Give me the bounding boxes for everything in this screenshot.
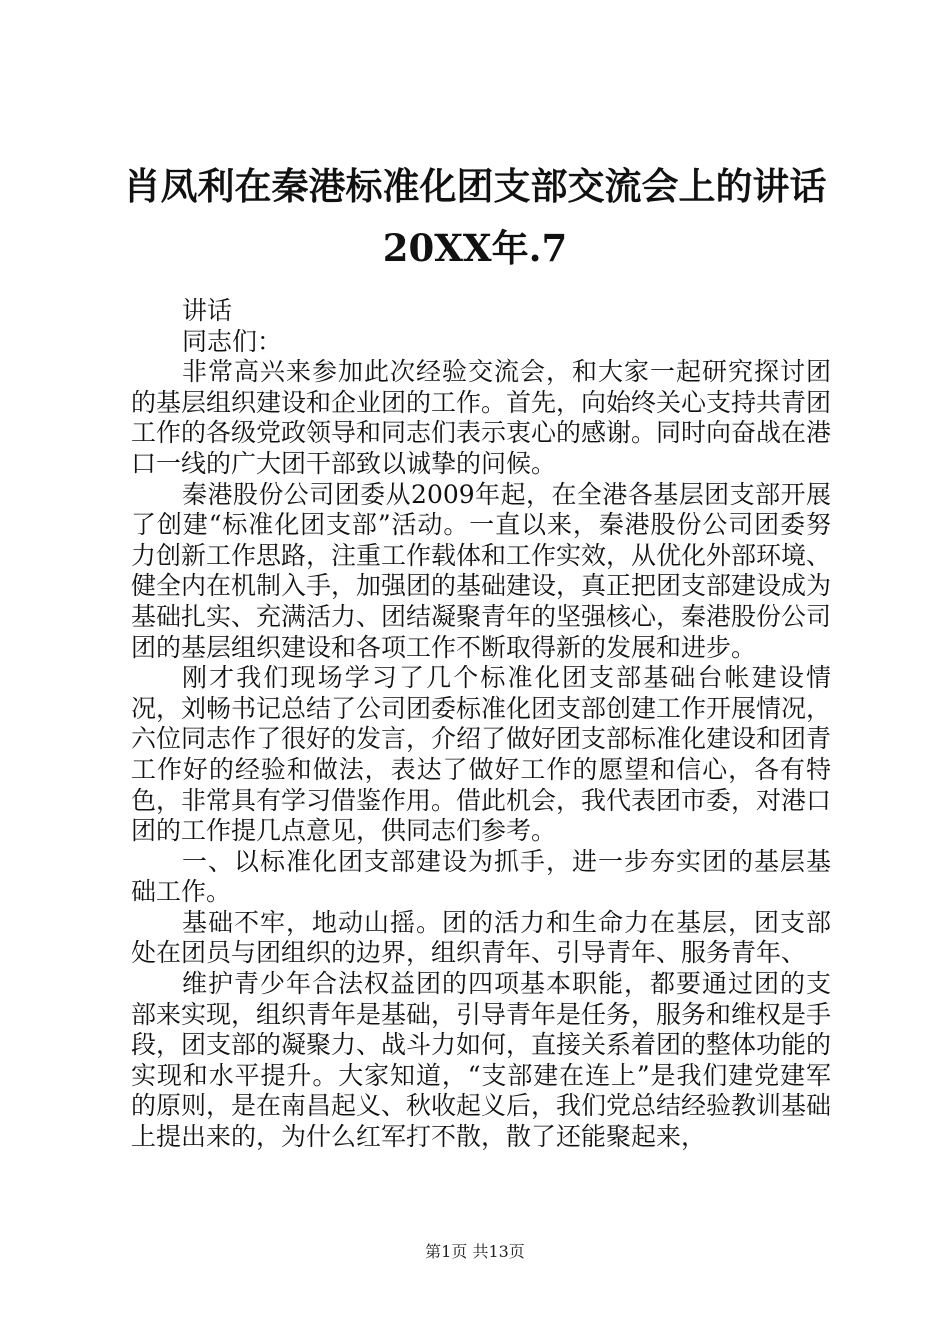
page-footer: 第1页 共13页 — [425, 1242, 525, 1261]
paragraph: 非常高兴来参加此次经验交流会，和大家一起研究探讨团的基层组织建设和企业团的工作。首先，向始终关心支持共青团工作的各级党政领导和同志们表示衷心的感谢。同时向奋战在港口一线的广大团干部致以诚挚的问候。 — [131, 357, 832, 478]
paragraph: 刚才我们现场学习了几个标准化团支部基础台帐建设情况，刘畅书记总结了公司团委标准化团支部创建工作开展情况，六位同志作了很好的发言，介绍了做好团支部标准化建设和团青工作好的经验和做法，表达了做好工作的愿望和信心，各有特色，非常具有学习借鉴作用。借此机会，我代表团市委，对港口团的工作提几点意见，供同志们参考。 — [131, 663, 832, 846]
paragraph: 基础不牢，地动山摇。团的活力和生命力在基层，团支部处在团员与团组织的边界，组织青年、引导青年、服务青年、 — [131, 907, 831, 968]
paragraph: 维护青少年合法权益团的四项基本职能，都要通过团的支部来实现，组织青年是基础，引导青年是任务，服务和维权是手段，团支部的凝聚力、战斗力如何，直接关系着团的整体功能的实现和水平提升。大家知道，“支部建在连上”是我们建党建军的原则，是在南昌起义、秋收起义后，我们党总结经验教训基础上提出来的，为什么红军打不散，散了还能聚起来， — [131, 969, 832, 1152]
paragraph: 秦港股份公司团委从2009年起，在全港各基层团支部开展了创建“标准化团支部”活动。一直以来，秦港股份公司团委努力创新工作思路，注重工作载体和工作实效，从优化外部环境、健全内在机制入手，加强团的基础建设，真正把团支部建设成为基础扎实、充满活力、团结凝聚青年的坚强核心，秦港股份公司团的基层组织建设和各项工作不断取得新的发展和进步。 — [131, 479, 832, 662]
document-date: 20XX年.7 — [382, 226, 568, 270]
paragraph-label: 讲话 — [182, 296, 233, 325]
document-title: 肖凤利在秦港标准化团支部交流会上的讲话 — [123, 164, 827, 208]
paragraph-salutation: 同志们： — [182, 326, 283, 356]
document-body — [131, 296, 831, 1153]
section-heading: 一、以标准化团支部建设为抓手，进一步夯实团的基层基础工作。 — [131, 846, 831, 907]
